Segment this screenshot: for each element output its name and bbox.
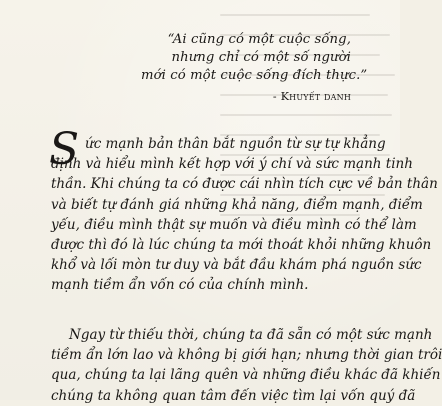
attribution-name: Khuyết danh [280, 90, 351, 103]
quote-line: nhưng chỉ có một số người [171, 50, 351, 65]
paragraph-line: chúng ta không quan tâm đến việc tìm lại vốn quý đã [51, 387, 416, 404]
paragraph-line: Ngay từ thiếu thời, chúng ta đã sẵn có một sức mạnh [69, 327, 433, 343]
paragraph-line: qua, chúng ta lại lãng quên và những điều khác đã khiến [51, 367, 441, 384]
quote-attribution [273, 90, 351, 103]
paragraph-line: ức mạnh bản thân bắt nguồn từ sự tự khẳng [85, 136, 386, 152]
quote-line: “Ai cũng có một cuộc sống, [167, 32, 351, 47]
quote-line: mới có một cuộc sống đích thực.” [141, 68, 368, 83]
paragraph-line: khổ và lối mòn tư duy và bắt đầu khám phá nguồn sức [51, 257, 422, 274]
paragraph-line: yếu, điều mình thật sự muốn và điều mình có thể làm [51, 216, 417, 233]
paragraph-line: tiềm ẩn lớn lao và không bị giới hạn; nhưng thời gian trôi [51, 347, 442, 364]
epigraph-quote [141, 31, 368, 85]
paragraph-line: mạnh tiềm ẩn vốn có của chính mình. [51, 277, 309, 294]
paragraph-2 [51, 325, 442, 406]
paragraph-line: thần. Khi chúng ta có được cái nhìn tích cực về bản thân [51, 176, 438, 193]
paragraph-line: định và hiểu mình kết hợp với ý chí và sức mạnh tinh [51, 156, 413, 173]
paragraph-line: và biết tự đánh giá những khả năng, điểm mạnh, điểm [51, 196, 423, 213]
attribution-dash: - [272, 90, 277, 103]
paragraph-line: được thì đó là lúc chúng ta mới thoát khỏi những khuôn [51, 236, 432, 253]
drop-cap: S [49, 124, 80, 175]
paragraph-1 [51, 134, 438, 296]
